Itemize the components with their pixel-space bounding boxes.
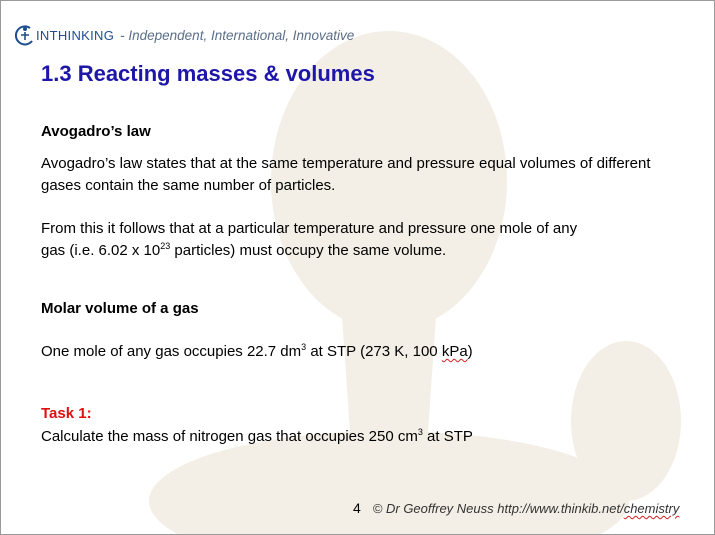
avogadro-exponent: 23 [160, 241, 171, 251]
avogadro-paragraph: Avogadro’s law states that at the same temperature and pressure equal volumes of different gases contain the same number of particles. [41, 155, 651, 194]
page-number: 4 [353, 500, 361, 516]
header [15, 21, 354, 49]
molar-volume-text: One mole of any gas occupies 22.7 $dm^3$ at STP (273 K, 100 kPa) [41, 342, 473, 360]
mole-volume-line2: gas (i.e. 6.02 x $10^{23}$ particles) must occupy the same volume. [41, 241, 447, 259]
logo-text: INTHINKING [36, 27, 115, 43]
mole-volume-line1: From this it follows that at a particular temperature and pressure one mole of any [41, 220, 578, 237]
task-text: Calculate the mass of nitrogen gas that occupies 250 $cm^3$ at STP [41, 427, 473, 445]
slide-title: 1.3 Reacting masses & volumes [41, 61, 375, 86]
footer-credit: © Dr Geoffrey Neuss http://www.thinkib.net/chemistry [372, 501, 680, 516]
inthinking-logo [15, 24, 114, 46]
task-label: Task 1: [41, 405, 92, 422]
avogadro-heading: Avogadro’s law [41, 123, 151, 140]
tagline: - Independent, International, Innovative [120, 27, 355, 43]
watermark-side [571, 341, 681, 501]
footer [353, 500, 679, 516]
logo-figure-icon [15, 24, 35, 46]
molar-volume-heading: Molar volume of a gas [41, 300, 199, 317]
spellcheck-word: kPa [441, 343, 468, 360]
mole-volume-paragraph [41, 218, 681, 262]
